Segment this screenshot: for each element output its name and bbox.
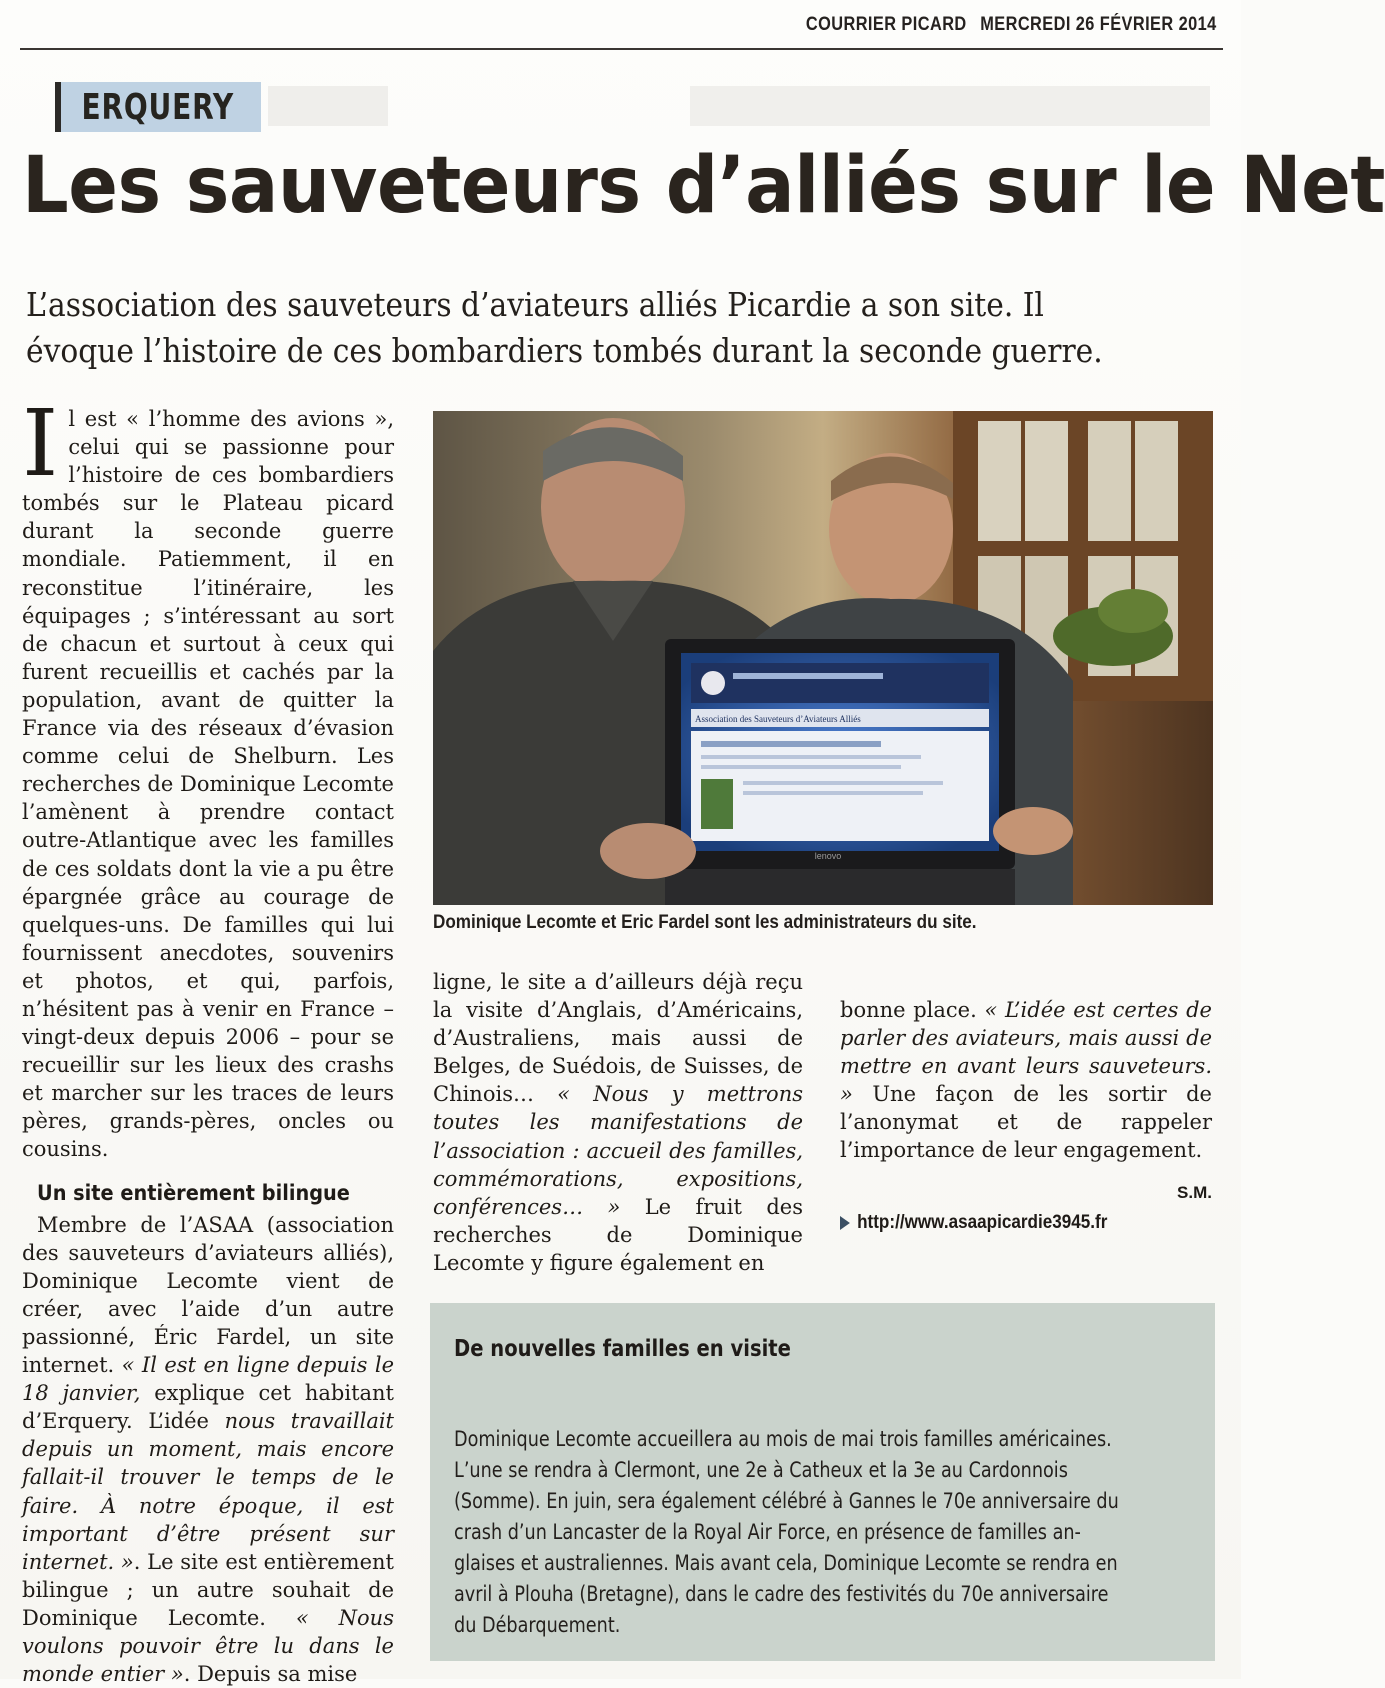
kicker-erquery: ERQUERY bbox=[55, 82, 261, 132]
intro-text: l est « l’homme des avions », celui qui se passionne pour l’histoire de ces bombardiers tombés sur le Plateau picard durant la seconde guerre mondiale. Patiemment, il en reconstitue l’itinéraire, les équipages ; s’intéressant au sort de chacun et surtout à ceux qui furent recueillis et cachés par la population, avant de quitter la France via des réseaux d’évasion comme celui de Shelburn. Les recherches de Dominique Lecomte l’amènent à prendre contact outre-Atlantique avec les familles de ces soldats dont la vie a pu être épargnée grâce au courage de quelques-uns. De familles qui lui fournissent anecdotes, souvenirs et photos, et qui, parfois, n’hésitent pas à venir en France – vingt-deux depuis 2006 – pour se recueillir sur les lieux des crashs et marcher sur les traces de leurs pères, grands-pères, oncles ou cousins. bbox=[22, 407, 394, 1162]
dropcap: I bbox=[22, 390, 59, 497]
text-span: ligne, le site a d’ailleurs déjà reçu la visite d’Anglais, d’Américains, d’Australiens, mais aussi de Belges, de Suédois, de Suisses, de Chinois… bbox=[433, 970, 803, 1107]
box-line: Dominique Lecomte accueillera au mois de mai trois familles américaines. bbox=[454, 1427, 1112, 1451]
box-title: De nouvelles familles en visite bbox=[454, 1336, 791, 1362]
masthead-date: MERCREDI 26 FÉVRIER 2014 bbox=[980, 14, 1217, 35]
bleed-through-ghost-left bbox=[268, 86, 388, 126]
arrow-right-icon bbox=[840, 1216, 850, 1230]
quote-span: « L’idée est certes de parler des aviateurs, mais aussi de mettre en avant leurs sauveteurs. » bbox=[840, 998, 1212, 1107]
masthead bbox=[798, 14, 1217, 36]
text-span: . Depuis sa mise bbox=[183, 1662, 358, 1687]
column-1-paragraph-2 bbox=[22, 1211, 394, 1688]
text-span: L’idée bbox=[148, 1409, 225, 1434]
top-rule bbox=[20, 48, 1223, 50]
text-span: Une façon de les sortir de l’anonymat et de rappeler l’importance de leur engagement. bbox=[840, 1082, 1212, 1163]
masthead-paper: COURRIER PICARD bbox=[806, 14, 967, 35]
headline: Les sauveteurs d’alliés sur le Net bbox=[22, 141, 1385, 231]
box-line: du Débarquement. bbox=[454, 1613, 621, 1637]
photo-caption: Dominique Lecomte et Eric Fardel sont les administrateurs du site. bbox=[433, 912, 977, 933]
website-link[interactable] bbox=[840, 1212, 1107, 1234]
box-line: crash d’un Lancaster de la Royal Air Force, en présence de familles an- bbox=[454, 1520, 1081, 1544]
author-signature: S.M. bbox=[1177, 1182, 1212, 1202]
quote-span: « Nous y mettrons toutes les manifestations de l’association : accueil des familles, commémorations, expositions, conférences… » bbox=[433, 1082, 803, 1219]
column-1 bbox=[22, 390, 395, 1688]
quote-span: « Nous voulons pouvoir être lu dans le monde entier » bbox=[22, 1605, 394, 1687]
bleed-through-ghost bbox=[690, 86, 1210, 126]
column-1-intro bbox=[22, 390, 394, 1164]
column-3 bbox=[840, 996, 1212, 1207]
text-span: . Le site est entièrement bilingue ; un autre souhait de Dominique Lecomte. bbox=[22, 1549, 394, 1630]
box-line: avril à Plouha (Bretagne), dans le cadre des festivités du 70e anniversaire bbox=[454, 1582, 1109, 1606]
laptop-brand: lenovo bbox=[814, 851, 842, 861]
box-text bbox=[454, 1424, 1193, 1641]
quote-span: nous travaillait depuis un moment, mais encore fallait-il trouver le temps de le faire. À notre époque, il est important d’être présent sur internet. » bbox=[22, 1409, 394, 1574]
box-line: glaises et australiennes. Mais avant cela, Dominique Lecomte se rendra en bbox=[454, 1551, 1118, 1575]
screen-title: Association des Sauveteurs d’Aviateurs Alliés bbox=[695, 714, 861, 724]
text-span: Le fruit des recherches de Dominique Lecomte y figure également en bbox=[433, 1194, 803, 1275]
lede-line-2: évoque l’histoire de ces bombardiers tombés durant la seconde guerre. bbox=[26, 331, 1103, 370]
box-line: (Somme). En juin, sera également célébré à Gannes le 70e anniversaire du bbox=[454, 1489, 1119, 1513]
column-3-paragraph bbox=[840, 996, 1212, 1165]
quote-span: « Il est en ligne depuis le 18 janvier, bbox=[22, 1353, 395, 1406]
subhead-bilingue: Un site entièrement bilingue bbox=[37, 1180, 350, 1205]
box-line: L’une se rendra à Clermont, une 2e à Catheux et la 3e au Cardonnois bbox=[454, 1458, 1068, 1482]
website-url[interactable]: http://www.asaapicardie3945.fr bbox=[857, 1212, 1108, 1233]
lede bbox=[26, 282, 1216, 374]
text-span: bonne place. bbox=[840, 998, 985, 1022]
lede-line-1: L’association des sauveteurs d’aviateurs alliés Picardie a son site. Il bbox=[26, 285, 1044, 324]
text-span: Membre de l’ASAA (association des sauveteurs d’aviateurs alliés), Dominique Lecomte vient de créer, avec l’aide d’un autre passionné, Éric Fardel, un site internet. bbox=[22, 1212, 394, 1378]
photo-illustration bbox=[433, 411, 1213, 905]
column-2-paragraph bbox=[433, 968, 803, 1277]
article-photo bbox=[433, 411, 1213, 905]
text-span: explique cet habitant d’Erquery. bbox=[22, 1381, 394, 1434]
column-2 bbox=[433, 968, 803, 1277]
sidebar-box bbox=[430, 1303, 1215, 1661]
